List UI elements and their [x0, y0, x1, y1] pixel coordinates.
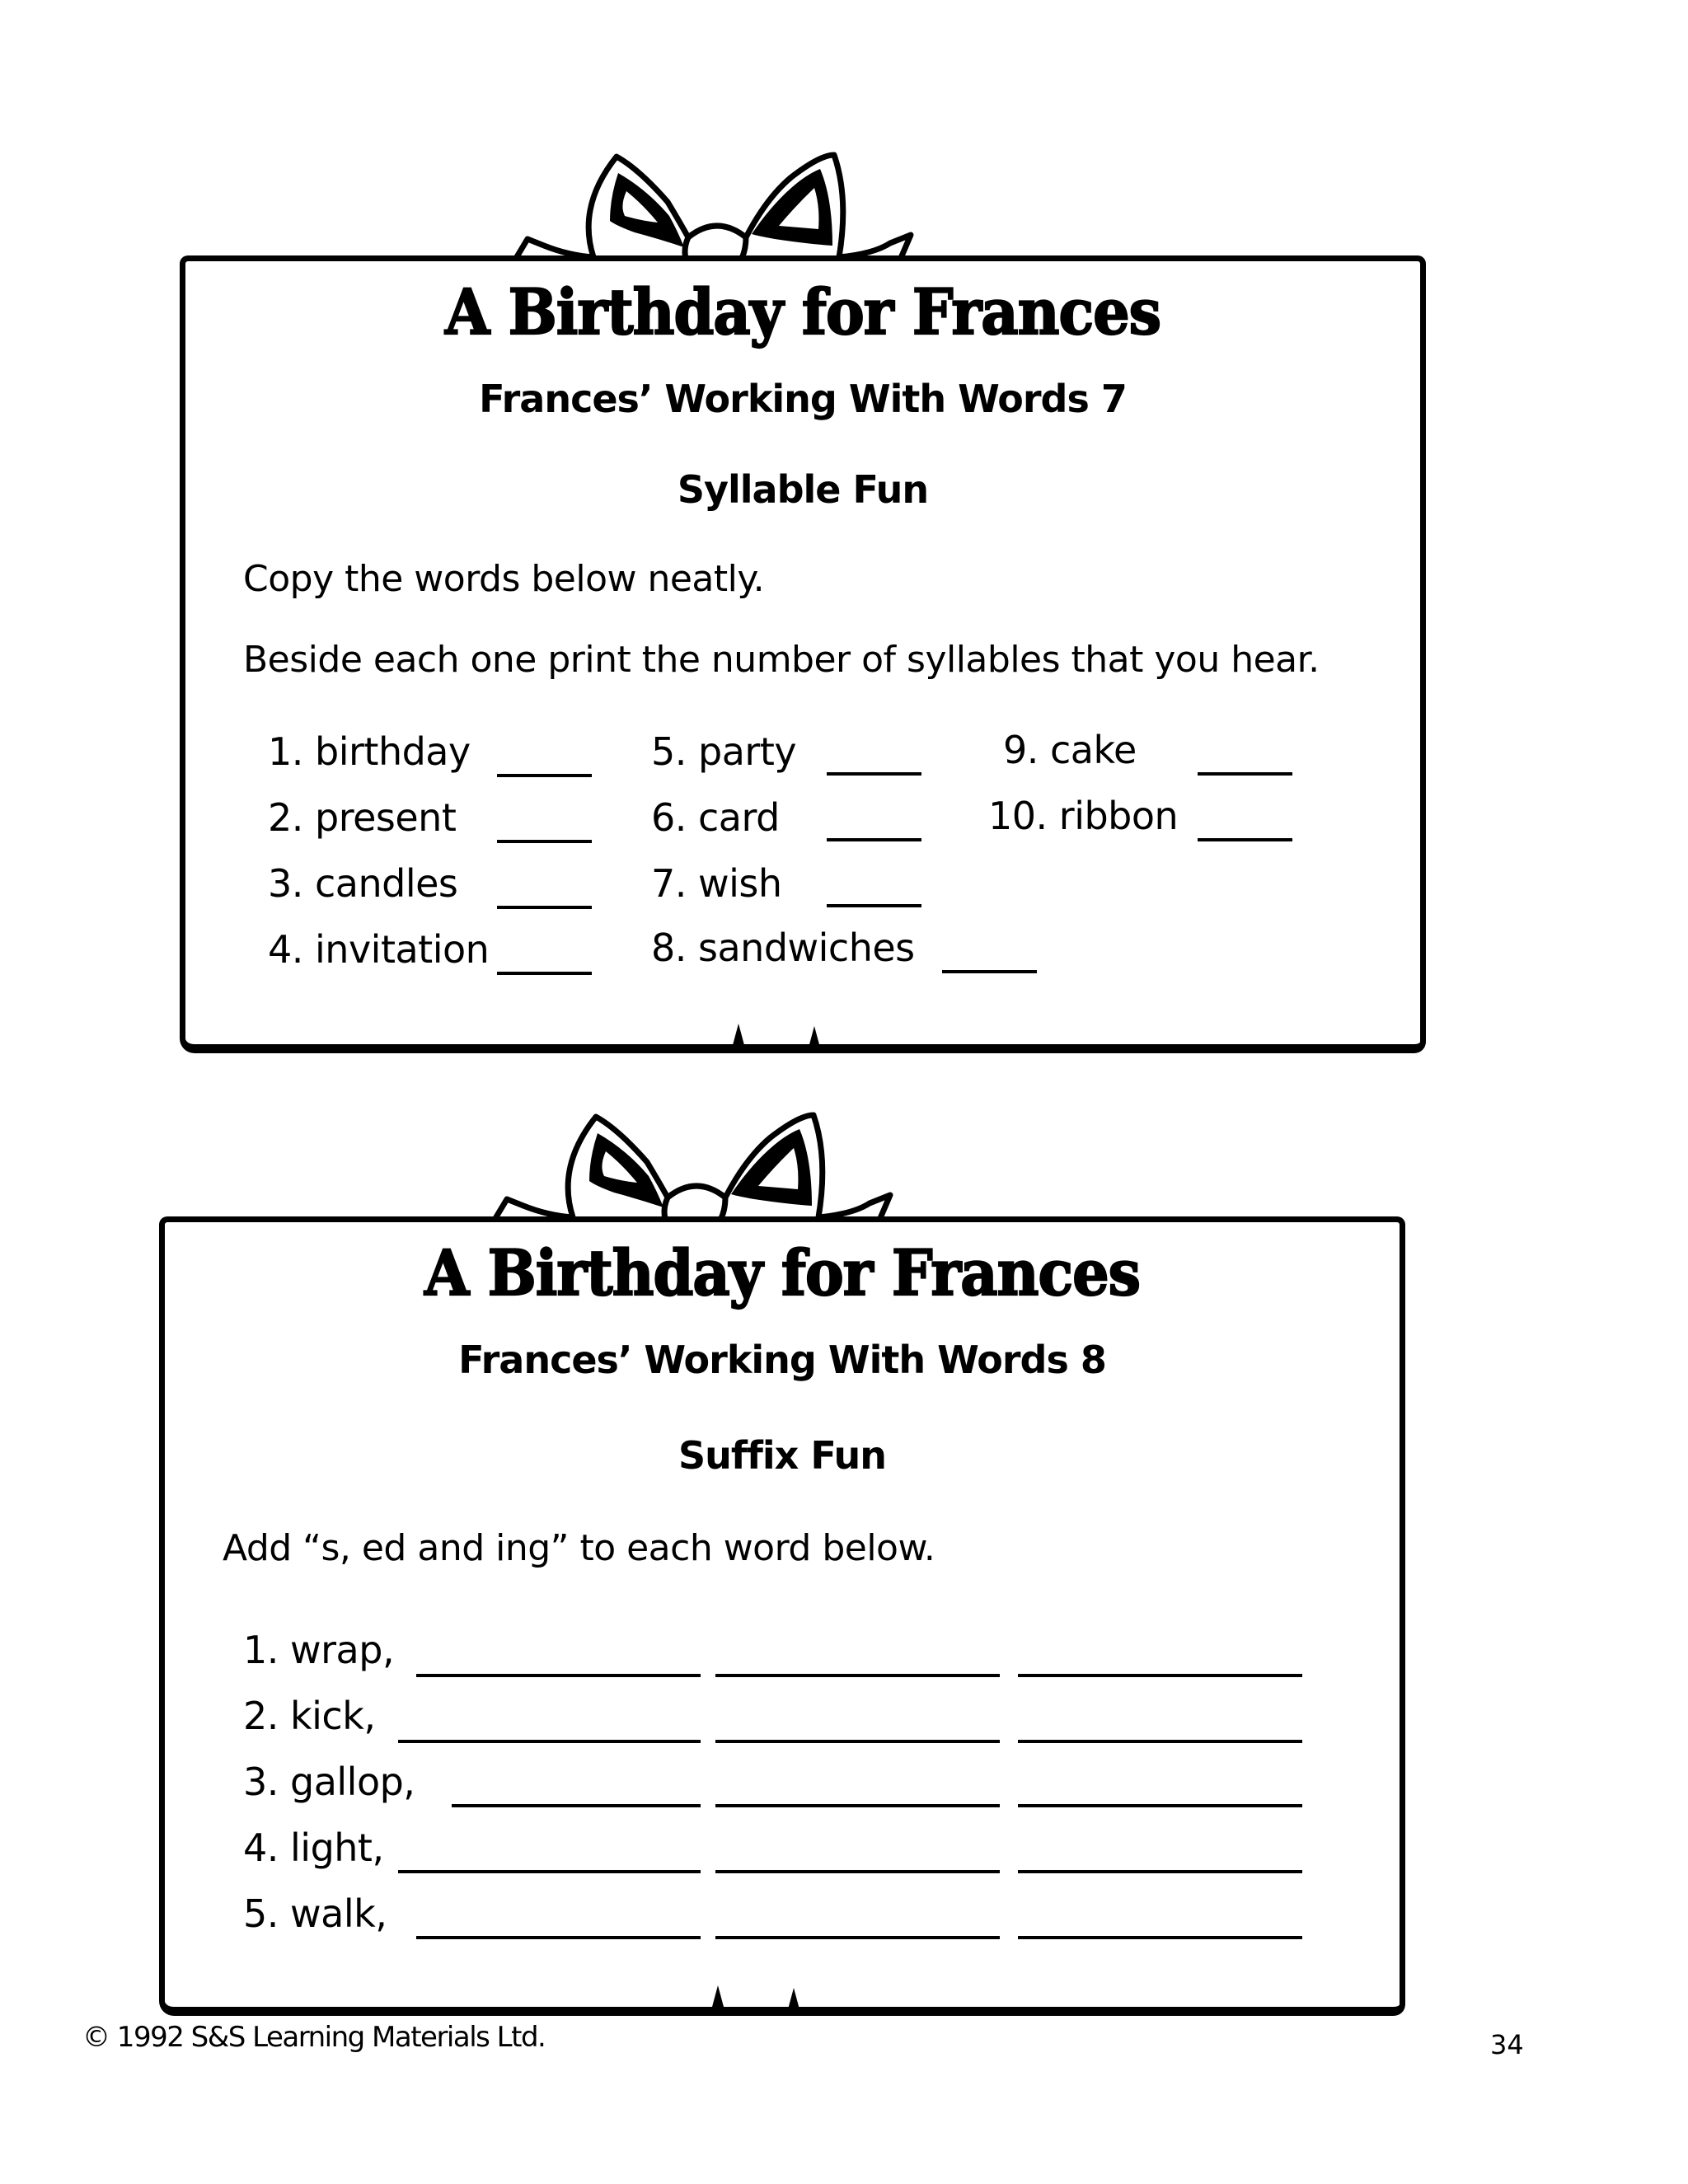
answer-blank-s[interactable]	[416, 1674, 701, 1677]
list-item-present: 2. present	[268, 795, 457, 840]
instruction-line: Beside each one print the number of syllables that you hear.	[243, 639, 1320, 681]
worksheet-card-suffix-fun	[159, 1216, 1405, 2016]
answer-blank[interactable]	[827, 772, 921, 776]
answer-blank-s[interactable]	[398, 1740, 701, 1743]
list-item-card: 6. card	[651, 795, 780, 840]
worksheet-heading: Suffix Fun	[678, 1433, 886, 1478]
list-item-ribbon: 10. ribbon	[988, 794, 1179, 838]
answer-blank[interactable]	[827, 904, 921, 907]
copyright-notice: © 1992 S&S Learning Materials Ltd.	[82, 2021, 546, 2054]
answer-blank-s[interactable]	[416, 1936, 701, 1939]
ribbon-end-decoration	[809, 1026, 820, 1047]
list-item-light: 4. light,	[243, 1825, 384, 1870]
answer-blank-ing[interactable]	[1018, 1936, 1302, 1939]
worksheet-subtitle: Frances’ Working With Words 7	[479, 377, 1127, 421]
worksheet-subtitle: Frances’ Working With Words 8	[458, 1338, 1106, 1382]
list-item-kick: 2. kick,	[243, 1694, 376, 1738]
list-item-gallop: 3. gallop,	[243, 1760, 415, 1804]
answer-blank[interactable]	[827, 838, 921, 841]
answer-blank-ing[interactable]	[1018, 1674, 1302, 1677]
page-number: 34	[1490, 2029, 1524, 2060]
answer-blank-ing[interactable]	[1018, 1740, 1302, 1743]
list-item-cake: 9. cake	[1003, 728, 1137, 772]
answer-blank[interactable]	[1198, 772, 1292, 776]
ribbon-end-decoration	[733, 1024, 744, 1045]
list-item-invitation: 4. invitation	[268, 927, 490, 972]
list-item-wish: 7. wish	[651, 861, 782, 906]
ribbon-end-decoration	[712, 1985, 724, 2007]
ribbon-end-decoration	[788, 1988, 799, 2009]
instruction-line: Add “s, ed and ing” to each word below.	[223, 1527, 935, 1569]
list-item-walk: 5. walk,	[243, 1891, 387, 1936]
list-item-sandwiches: 8. sandwiches	[651, 926, 915, 970]
answer-blank-ing[interactable]	[1018, 1870, 1302, 1873]
answer-blank[interactable]	[497, 840, 592, 843]
worksheet-heading: Syllable Fun	[677, 467, 929, 512]
worksheet-title: A Birthday for Frances	[424, 1235, 1141, 1310]
answer-blank-ed[interactable]	[715, 1936, 1000, 1939]
instruction-line: Copy the words below neatly.	[243, 558, 765, 600]
list-item-birthday: 1. birthday	[268, 729, 471, 774]
answer-blank[interactable]	[497, 906, 592, 909]
answer-blank[interactable]	[1198, 838, 1292, 841]
answer-blank-ed[interactable]	[715, 1804, 1000, 1807]
list-item-party: 5. party	[651, 729, 797, 774]
worksheet-card-syllable-fun	[180, 255, 1426, 1053]
worksheet-title: A Birthday for Frances	[444, 274, 1161, 349]
answer-blank-ing[interactable]	[1018, 1804, 1302, 1807]
answer-blank-ed[interactable]	[715, 1870, 1000, 1873]
answer-blank[interactable]	[942, 970, 1037, 973]
answer-blank[interactable]	[497, 774, 592, 777]
answer-blank-ed[interactable]	[715, 1740, 1000, 1743]
list-item-wrap: 1. wrap,	[243, 1628, 395, 1672]
answer-blank-s[interactable]	[398, 1870, 701, 1873]
answer-blank-ed[interactable]	[715, 1674, 1000, 1677]
list-item-candles: 3. candles	[268, 861, 458, 906]
answer-blank[interactable]	[497, 972, 592, 975]
answer-blank-s[interactable]	[452, 1804, 701, 1807]
